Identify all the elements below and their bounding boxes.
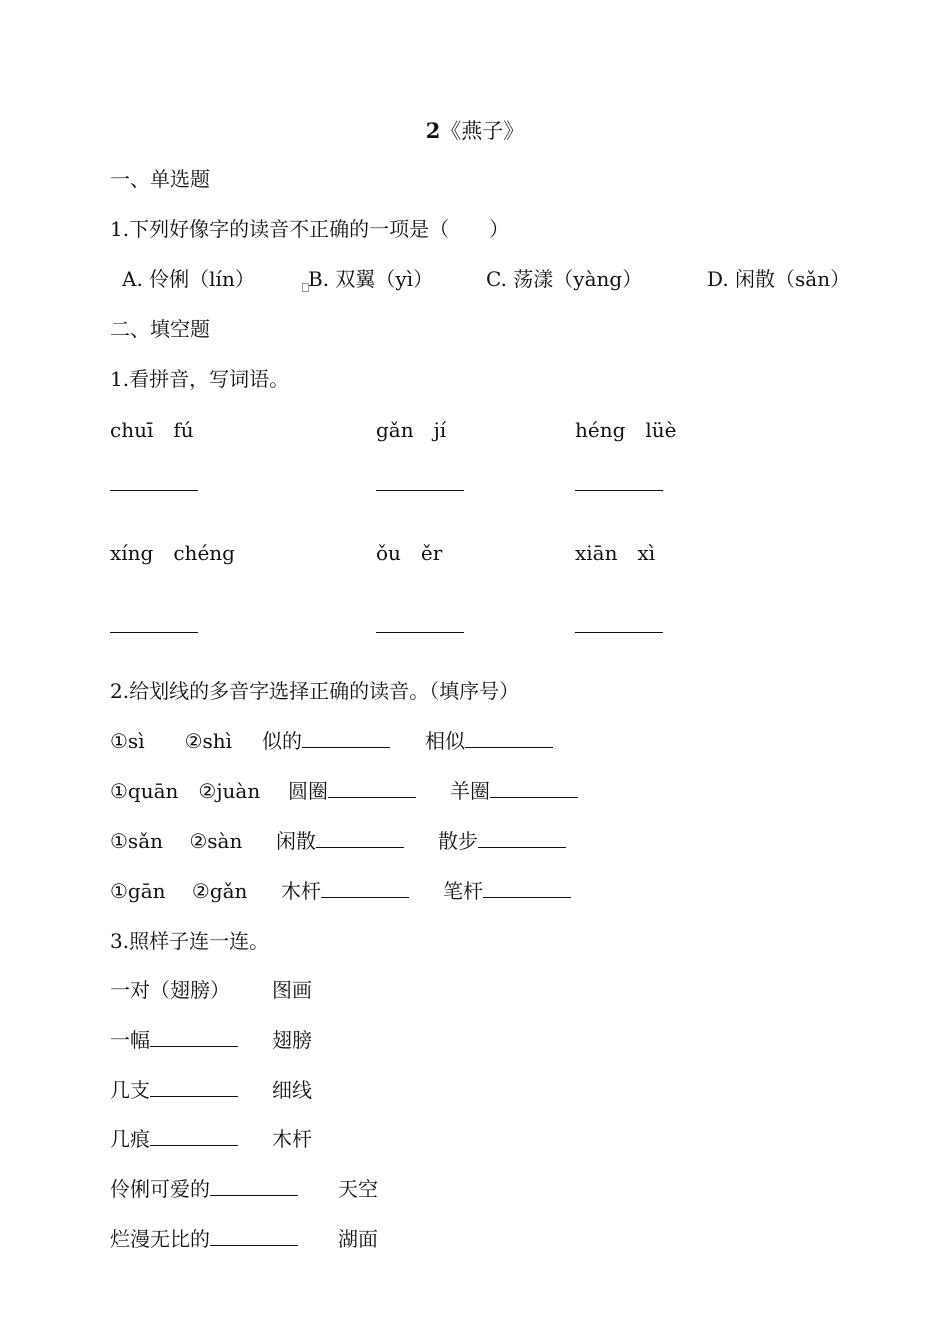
match-left bbox=[110, 1177, 298, 1201]
match-example-right: 图画 bbox=[272, 978, 312, 1002]
q1-stem: 1.下列好像字的读音不正确的一项是（ ） bbox=[110, 217, 510, 241]
answer-blank[interactable] bbox=[483, 879, 571, 898]
answer-blank[interactable] bbox=[316, 829, 404, 848]
match-left-label: 伶俐可爱的 bbox=[110, 1177, 210, 1201]
readings: ①sǎn ②sàn bbox=[110, 829, 243, 853]
match-example-left: 一对（翅膀） bbox=[110, 978, 230, 1002]
pinyin-item: chuī fú bbox=[110, 418, 194, 442]
match-right: 翅膀 bbox=[272, 1028, 312, 1052]
pinyin-item: ǒu ěr bbox=[376, 541, 443, 565]
word-item bbox=[438, 829, 566, 853]
answer-blank[interactable] bbox=[376, 631, 464, 633]
word-label: 相似 bbox=[425, 729, 465, 753]
answer-blank[interactable] bbox=[150, 1028, 238, 1047]
word-label: 散步 bbox=[438, 829, 478, 853]
word-label: 似的 bbox=[262, 729, 302, 753]
match-right: 天空 bbox=[338, 1177, 378, 1201]
answer-blank[interactable] bbox=[210, 1177, 298, 1196]
answer-blank[interactable] bbox=[150, 1127, 238, 1146]
match-left bbox=[110, 1127, 238, 1151]
option-b: B. 双翼（yì） bbox=[308, 267, 434, 291]
answer-blank[interactable] bbox=[210, 1227, 298, 1246]
word-label: 闲散 bbox=[276, 829, 316, 853]
answer-blank[interactable] bbox=[110, 631, 198, 633]
word-label: 笔杆 bbox=[443, 879, 483, 903]
page-title bbox=[0, 118, 950, 144]
match-left-label: 一幅 bbox=[110, 1028, 150, 1052]
match-left-label: 几支 bbox=[110, 1078, 150, 1102]
answer-blank[interactable] bbox=[575, 631, 663, 633]
pinyin-item: xíng chéng bbox=[110, 541, 235, 565]
option-c: C. 荡漾（yàng） bbox=[486, 267, 643, 291]
match-right: 细线 bbox=[272, 1078, 312, 1102]
readings: ①gān ②gǎn bbox=[110, 879, 248, 903]
answer-blank[interactable] bbox=[465, 729, 553, 748]
option-a: A. 伶俐（lín） bbox=[122, 267, 255, 291]
answer-blank[interactable] bbox=[302, 729, 390, 748]
match-left bbox=[110, 1227, 298, 1251]
pinyin-item: gǎn jí bbox=[376, 418, 447, 442]
fill-q2-stem: 2.给划线的多音字选择正确的读音。（填序号） bbox=[110, 679, 520, 703]
word-item bbox=[281, 879, 409, 903]
answer-blank[interactable] bbox=[110, 489, 198, 491]
match-left bbox=[110, 1078, 238, 1102]
fill-q1-stem: 1.看拼音，写词语。 bbox=[110, 367, 290, 391]
match-left bbox=[110, 1028, 238, 1052]
word-label: 羊圈 bbox=[450, 779, 490, 803]
title-text: 《燕子》 bbox=[440, 119, 525, 143]
word-item bbox=[443, 879, 571, 903]
word-item bbox=[262, 729, 390, 753]
pinyin-item: héng lüè bbox=[575, 418, 677, 442]
answer-blank[interactable] bbox=[321, 879, 409, 898]
readings: ①quān ②juàn bbox=[110, 779, 261, 803]
answer-blank[interactable] bbox=[150, 1078, 238, 1097]
option-d: D. 闲散（sǎn） bbox=[707, 267, 851, 291]
answer-blank[interactable] bbox=[376, 489, 464, 491]
word-item bbox=[450, 779, 578, 803]
answer-blank[interactable] bbox=[478, 829, 566, 848]
pinyin-item: xiān xì bbox=[575, 541, 656, 565]
answer-blank[interactable] bbox=[328, 779, 416, 798]
fill-q3-stem: 3.照样子连一连。 bbox=[110, 929, 270, 953]
word-label: 圆圈 bbox=[288, 779, 328, 803]
match-right: 湖面 bbox=[338, 1227, 378, 1251]
title-number: 2 bbox=[425, 118, 441, 143]
word-label: 木杆 bbox=[281, 879, 321, 903]
section2-heading: 二、填空题 bbox=[110, 317, 210, 341]
match-left-label: 几痕 bbox=[110, 1127, 150, 1151]
answer-blank[interactable] bbox=[490, 779, 578, 798]
word-item bbox=[276, 829, 404, 853]
section1-heading: 一、单选题 bbox=[110, 167, 210, 191]
word-item bbox=[288, 779, 416, 803]
match-left-label: 烂漫无比的 bbox=[110, 1227, 210, 1251]
match-right: 木杆 bbox=[272, 1127, 312, 1151]
word-item bbox=[425, 729, 553, 753]
readings: ①sì ②shì bbox=[110, 729, 233, 753]
answer-blank[interactable] bbox=[575, 489, 663, 491]
